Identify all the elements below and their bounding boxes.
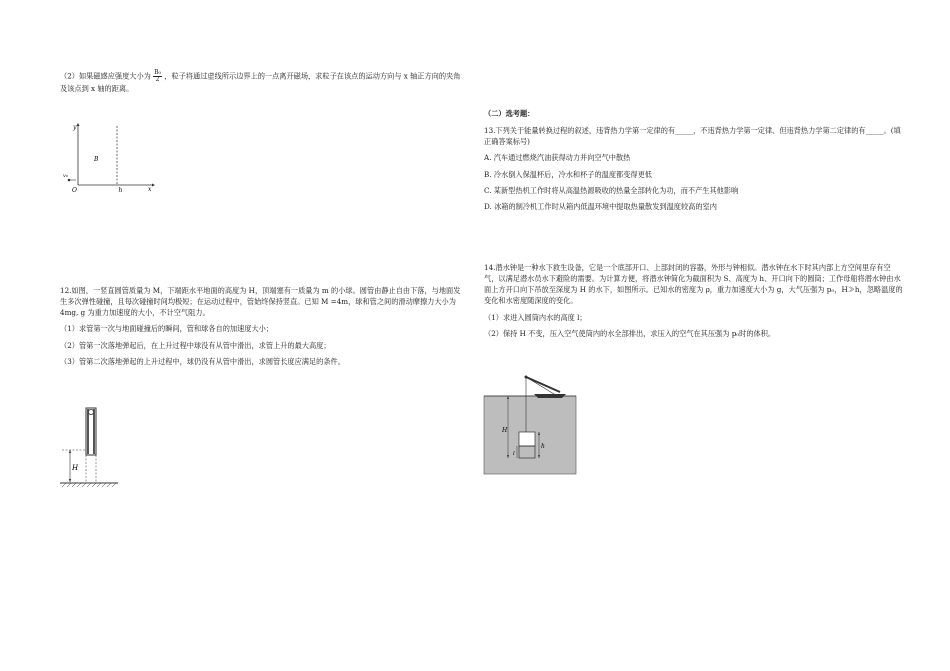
q13-option-c: C. 某新型热机工作时将从高温热源吸收的热量全部转化为功，而不产生其他影响 xyxy=(484,185,739,195)
q14-diving-bell-figure xyxy=(482,370,582,478)
q13-stem: 13.下列关于能量转换过程的叙述，违背热力学第一定律的有_____，不违背热力学第一定律、但违背热力学第二定律的有_____。(填正确答案标号) xyxy=(484,126,901,147)
section-heading: （二）选考题： xyxy=(484,109,535,118)
field-b-label: B xyxy=(94,156,99,163)
q11-axes-figure xyxy=(60,118,160,200)
q12-sub-2: （2）管第一次落地弹起后，在上升过程中球没有从管中滑出，求管上升的最大高度； xyxy=(60,340,331,350)
q12-tube-figure xyxy=(58,404,128,492)
boundary-h-label: h xyxy=(118,187,123,194)
q14-sub-2: （2）保持 H 不变，压入空气使筒内的水全部排出，求压入的空气在其压强为 p₀时的体积。 xyxy=(484,328,776,338)
water-l-label: l xyxy=(513,451,515,457)
bell-height-h-label: h xyxy=(541,443,545,450)
fraction-b0-over-2: $\frac{\text{B₀}}{2}$ xyxy=(154,69,161,83)
q14-sub-1: （1）求进入圆筒内水的高度 l； xyxy=(484,312,587,322)
height-h-label: H xyxy=(72,464,79,472)
question-11-part2 xyxy=(60,70,465,94)
origin-label: O xyxy=(72,187,77,194)
q12-sub-1: （1）求管第一次与地面碰撞后的瞬间，管和球各自的加速度大小； xyxy=(60,324,274,334)
q14-stem: 14.潜水钟是一种水下救生设备，它是一个底部开口、上部封闭的容器，外形与钟相似。潜水钟在水下时其内部上方空间里存有空气，以满足潜水员水下避险的需要。为计算方便，将潜水钟简化为截面积为 S、高度为 h、开口向下的圆筒；工作母船将潜水钟由水面上方开口向下吊放至深度为 H 的水下，如图所示。已知水的密度为 ρ，重力加速度大小为 g，大气压强为 p₀，H≫h，忽略温度的变化和水密度随深度的变化。 xyxy=(484,263,903,306)
question-14 xyxy=(484,262,904,339)
velocity-v0-label: v₀ xyxy=(63,173,68,179)
section-elective xyxy=(484,108,904,212)
q13-option-d: D. 冰箱的制冷机工作时从箱内低温环境中提取热量散发到温度较高的室内 xyxy=(484,201,717,211)
q13-option-a: A. 汽车通过燃烧汽油获得动力并向空气中散热 xyxy=(484,153,631,163)
q12-sub-3: （3）管第二次落地弹起的上升过程中，球仍没有从管中滑出，求圆管长度应满足的条件。 xyxy=(60,356,345,366)
q12-stem: 12.如图，一竖直圆管质量为 M，下端距水平地面的高度为 H，顶端塞有一质量为 m 的小球。圆管由静止自由下落，与地面发生多次弹性碰撞，且每次碰撞时间均极短；在运动过程中，管始终保持竖直。已知 M =4m，球和管之间的滑动摩擦力大小为 4mg, g 为重力加速度的大小，不计空气阻力。 xyxy=(60,286,461,318)
question-12 xyxy=(60,285,465,367)
axis-x-label: x xyxy=(148,186,152,193)
q11-part2-text: （2）如果磁感应强度大小为 $\frac{\text{B₀}}{2}$ ，粒子将通过虚线所示边界上的一点离开磁场，求粒子在该点的运动方向与 x 轴正方向的夹角及该点到 x 轴的距离。 xyxy=(60,69,461,93)
depth-h-label: H xyxy=(502,427,508,434)
axis-y-label: y xyxy=(73,124,77,131)
q13-option-b: B. 冷水倒入保温杯后，冷水和杯子的温度都变得更低 xyxy=(484,169,652,179)
